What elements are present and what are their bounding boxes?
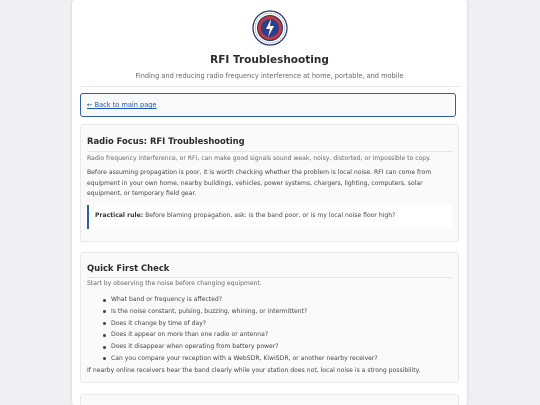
list-item: Does it disappear when operating from battery power? xyxy=(111,341,378,353)
section-divider xyxy=(87,277,453,278)
list-item: Can you compare your reception with a WebSDR, KiwiSDR, or another nearby receiver? xyxy=(111,353,378,365)
section-heading: Radio Focus: RFI Troubleshooting xyxy=(87,136,245,146)
navigation-box xyxy=(80,93,456,117)
back-to-main-link[interactable]: ← Back to main page xyxy=(87,101,157,109)
section-lead: Radio frequency interference, or RFI, can make good signals sound weak, noisy, distorted, or impossible to copy. xyxy=(87,155,431,162)
section-heading: Quick First Check xyxy=(87,263,170,273)
section-divider xyxy=(87,151,453,152)
check-list xyxy=(111,294,378,365)
section-footer-text: If nearby online receivers hear the band clearly while your station does not, local noise is a strong possibility. xyxy=(87,367,421,374)
list-item: Is the noise constant, pulsing, buzzing, whining, or intermittent? xyxy=(111,306,378,318)
callout-text: Before blaming propagation, ask: is the band poor, or is my local noise floor high? xyxy=(143,212,396,219)
section-lead: Start by observing the noise before changing equipment. xyxy=(87,280,262,287)
header-divider xyxy=(80,86,459,87)
list-item: Does it change by time of day? xyxy=(111,318,378,330)
quick-first-check-section xyxy=(80,252,459,383)
section-body: Before assuming propagation is poor, it is worth checking whether the problem is local noise. RFI can come from equipment in your own home, nearby buildings, vehicles, power systems, chargers, lighting, computers, solar equipment, or temporary field gear. xyxy=(87,169,432,197)
page-title: RFI Troubleshooting xyxy=(210,54,329,66)
club-logo xyxy=(252,10,288,46)
page-subtitle: Finding and reducing radio frequency interference at home, portable, and mobile xyxy=(135,72,404,80)
list-item: Does it appear on more than one radio or antenna? xyxy=(111,329,378,341)
list-item: What band or frequency is affected? xyxy=(111,294,378,306)
page-container xyxy=(72,0,467,405)
next-section-card xyxy=(80,394,459,405)
callout-label: Practical rule: xyxy=(95,212,144,219)
radio-focus-section xyxy=(80,124,459,242)
practical-rule-callout xyxy=(87,205,452,229)
